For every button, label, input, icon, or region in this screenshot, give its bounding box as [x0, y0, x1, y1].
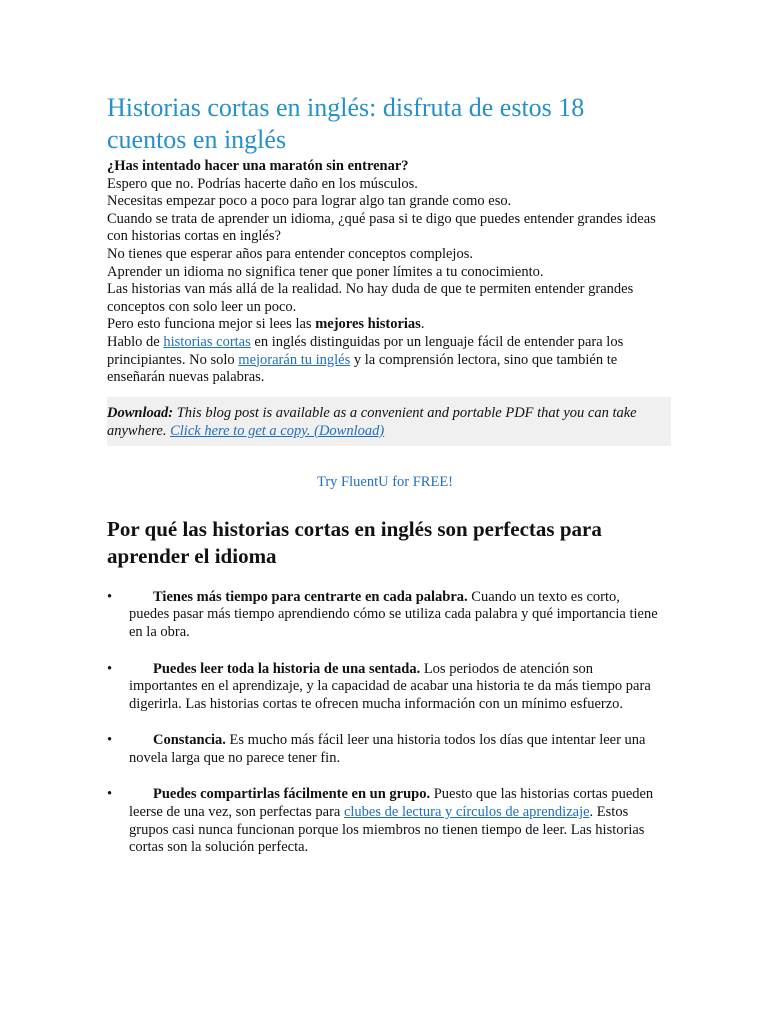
- bullet-icon: •: [107, 732, 113, 749]
- intro-question: [107, 158, 663, 176]
- intro-line: Necesitas empezar poco a poco para lograr algo tan grande como eso.: [107, 193, 512, 210]
- download-link[interactable]: Click here to get a copy. (Download): [170, 422, 385, 439]
- intro-question-text: ¿Has intentado hacer una maratón sin entrenar?: [107, 158, 409, 174]
- list-item-text: Cuando un texto es corto, puedes pasar más tiempo aprendiendo cómo se utiliza cada palabra y qué importancia tiene en la obra.: [129, 588, 658, 640]
- try-fluentu-link[interactable]: Try FluentU for FREE!: [316, 473, 453, 490]
- list-item-text: Es mucho más fácil leer una historia todos los días que intentar leer una novela larga que no parece tener fin.: [129, 732, 646, 766]
- intro-line: No tienes que esperar años para entender conceptos complejos.: [107, 245, 473, 262]
- improve-english-link[interactable]: mejorarán tu inglés: [238, 351, 351, 368]
- text-span: y la comprensión lectora, sino que también te enseñarán nuevas palabras.: [107, 351, 618, 386]
- list-item: [107, 589, 663, 642]
- text-span: Hablo de: [107, 333, 164, 350]
- list-item-text: Puesto que las historias cortas pueden leerse de una vez, son perfectas para: [129, 786, 654, 821]
- text-span: .: [420, 316, 425, 333]
- short-stories-link[interactable]: historias cortas: [163, 333, 251, 350]
- download-label: Download:: [107, 404, 174, 421]
- list-item-text: Los periodos de atención son importantes en el aprendizaje, y la capacidad de acabar una historia te da más tiempo para digerirla. Las historias cortas te ofrecen mucha información con un mínimo esfuerzo.: [129, 660, 651, 712]
- bullet-icon: •: [107, 786, 113, 803]
- bullet-icon: •: [107, 660, 113, 677]
- list-item-lead: Puedes compartirlas fácilmente en un grupo.: [153, 786, 431, 803]
- download-text: This blog post is available as a convenient and portable PDF that you can take anywhere.: [107, 404, 637, 439]
- bullet-icon: •: [107, 588, 113, 605]
- page-title: Historias cortas en inglés: disfruta de estos 18 cuentos en inglés: [107, 93, 585, 154]
- intro-line: Las historias van más allá de la realidad. No hay duda de que te permiten entender grandes conceptos con solo leer un poco.: [107, 281, 634, 315]
- list-item: [107, 786, 663, 856]
- intro-line: Cuando se trata de aprender un idioma, ¿qué pasa si te digo que puedes entender grandes ideas con historias cortas en inglés?: [107, 210, 656, 245]
- list-item-lead: Constancia.: [153, 732, 226, 749]
- document-body: [107, 92, 663, 876]
- best-stories-bold: mejores historias: [315, 316, 421, 333]
- intro-line-best-stories: [107, 316, 663, 334]
- list-item-text: . Estos grupos casi nunca funcionan porque los miembros no tienen tiempo de leer. Las historias cortas son la solución perfecta.: [129, 804, 645, 856]
- section-heading: Por qué las historias cortas en inglés son perfectas para aprender el idioma: [107, 516, 602, 568]
- try-fluentu-row: [107, 473, 663, 491]
- list-item-lead: Tienes más tiempo para centrarte en cada palabra.: [153, 588, 468, 605]
- list-item: [107, 661, 663, 714]
- text-span: Pero esto funciona mejor si lees las: [107, 316, 316, 333]
- reasons-list: [107, 589, 663, 857]
- list-item-lead: Puedes leer toda la historia de una sentada.: [153, 660, 421, 677]
- reading-clubs-link[interactable]: clubes de lectura y círculos de aprendizaje: [343, 804, 590, 821]
- intro-line-links: [107, 334, 663, 387]
- intro-line: Aprender un idioma no significa tener que poner límites a tu conocimiento.: [107, 263, 544, 280]
- text-span: en inglés distinguidas por un lenguaje fácil de entender para los principiantes. No solo: [107, 333, 624, 368]
- download-callout: [107, 397, 671, 446]
- list-item: [107, 732, 663, 767]
- intro-line: Espero que no. Podrías hacerte daño en los músculos.: [107, 175, 418, 192]
